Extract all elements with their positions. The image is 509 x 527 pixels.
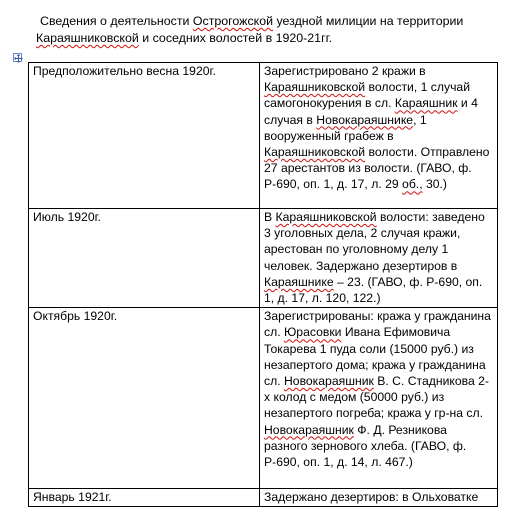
event-text: В. С. Стадникова 2-х колод с медом (50000 руб.) из незапертого погреба; кража у гр-на сл.: [264, 374, 489, 421]
event-cell[interactable]: [260, 308, 498, 489]
table-move-handle-icon[interactable]: [13, 53, 22, 62]
date-cell[interactable]: Предположительно весна 1920г.: [29, 63, 260, 209]
event-text-flagged: об.,: [402, 177, 423, 192]
title-suffix: и соседних волостей в 1920-21гг.: [138, 31, 333, 45]
records-table-body: [29, 63, 498, 507]
table-row: [29, 308, 498, 489]
table-row: [29, 209, 498, 308]
event-text: В: [264, 210, 276, 224]
date-cell[interactable]: Июль 1920г.: [29, 209, 260, 308]
event-text: 30.): [422, 177, 447, 192]
table-row: [29, 489, 498, 507]
event-text-flagged: Караяшниковской: [275, 210, 377, 224]
event-text: , 1 вооруженный грабеж в: [264, 112, 427, 143]
event-cell[interactable]: [260, 63, 498, 209]
event-text: Задержано дезертиров: в Ольховатке: [264, 490, 479, 505]
document-title: [36, 13, 496, 47]
event-text-flagged: Новокараяшник: [264, 422, 354, 437]
title-middle: уездной милиции на территории: [273, 14, 464, 28]
event-text: – 23. (ГАВО, ф. Р-690, оп. 1, д. 17, л. 120, 122.): [264, 274, 483, 306]
date-cell[interactable]: Январь 1921г.: [29, 489, 260, 507]
event-text-flagged: Караяшниковской: [264, 80, 366, 95]
records-table: [28, 62, 498, 507]
event-text: волости. Отправлено 27 арестантов из волости. (ГАВО, ф. Р-690, оп. 1, д. 17, л. 29: [264, 145, 490, 192]
event-text: волости: заведено 3 уголовных дела, 2 случая кражи, арестован по уголовному делу 1 человек. Задержано дезертиров в: [264, 210, 485, 273]
event-text: Зарегистрировано 2 кражи в: [264, 64, 426, 78]
event-text-flagged: Новокараяшник: [283, 374, 374, 389]
event-cell[interactable]: [260, 489, 498, 507]
event-text-flagged: Караяшнике: [264, 274, 334, 289]
title-underlined-word: Острогожской: [192, 14, 274, 28]
event-cell[interactable]: [260, 209, 498, 308]
event-text-flagged: Новокараяшнике: [316, 112, 414, 127]
event-text: Ф. Д. Резникова разного зернового хлеба. (ГАВО, ф. Р-690, оп. 1, д. 14, л. 467.): [264, 422, 467, 470]
event-text: Ивана Ефимовича Токарева 1 пуда соли (15000 руб.) из незапертого дома; кража у гражданина сл.: [264, 325, 486, 389]
table-row: [29, 63, 498, 209]
move-arrows-icon: [14, 54, 23, 63]
event-text-flagged: Юрасовки: [283, 325, 342, 340]
event-text-flagged: Караяшниковской: [264, 145, 366, 160]
event-text: волости, 1 случай самогонокурения в сл.: [264, 80, 471, 111]
event-text: и 4 случая в: [264, 96, 478, 127]
event-text: Зарегистрированы: кража у гражданина сл.: [264, 309, 491, 340]
date-cell[interactable]: Октябрь 1920г.: [29, 308, 260, 489]
event-text-flagged: Караяшник: [394, 96, 458, 111]
title-prefix: Сведения о деятельности: [40, 14, 193, 28]
title-underlined-word-2: Караяшниковской: [36, 31, 139, 45]
